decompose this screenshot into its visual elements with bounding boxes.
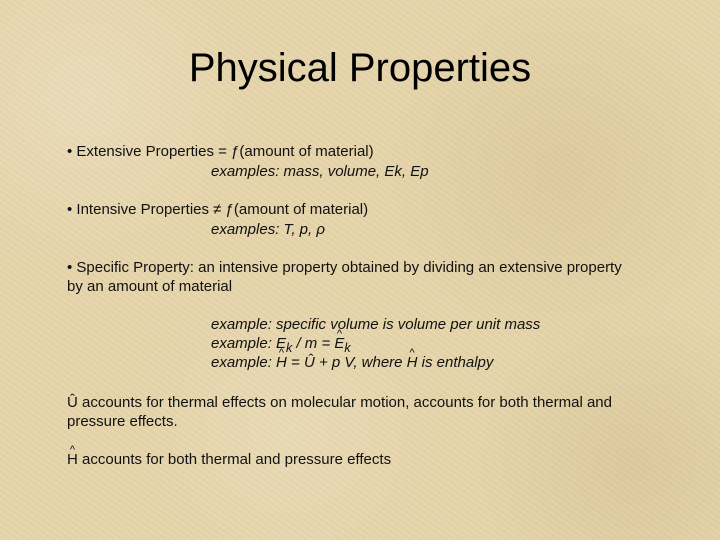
specific-property-line-2: by an amount of material: [67, 278, 233, 295]
example-enthalpy-middle: = Û + p V, where: [286, 354, 407, 371]
example-enthalpy-end: is enthalpy: [417, 354, 494, 371]
intensive-examples: examples: T, p, ρ: [211, 221, 325, 238]
example-enthalpy-prefix: example:: [211, 354, 277, 371]
extensive-examples: examples: mass, volume, Ek, Ep: [211, 163, 429, 180]
example-energy-subscript: k: [286, 341, 293, 355]
example-energy-hat-symbol: ^ E: [334, 334, 344, 353]
slide-title: Physical Properties: [188, 46, 532, 90]
example-energy-prefix: example: E: [211, 335, 287, 352]
specific-example-enthalpy: [211, 353, 493, 372]
example-enthalpy-h-symbol-2: ^ H: [407, 353, 418, 372]
intensive-properties-line: • Intensive Properties ≠ ƒ(amount of material): [67, 201, 369, 218]
extensive-properties-line: • Extensive Properties = ƒ(amount of material): [67, 143, 374, 160]
h-note-hat-symbol: ^ H: [67, 450, 78, 469]
specific-property-line-1: • Specific Property: an intensive property obtained by dividing an extensive property: [67, 259, 622, 276]
u-note-line-1: Û accounts for thermal effects on molecular motion, accounts for both thermal and: [67, 394, 612, 411]
u-note-line-2: pressure effects.: [67, 413, 178, 430]
example-enthalpy-h-symbol: ^ H: [276, 353, 287, 372]
example-energy-hat-subscript: k: [344, 341, 351, 355]
h-note-text: accounts for both thermal and pressure effects: [77, 451, 392, 468]
example-energy-middle: / m =: [292, 335, 335, 352]
specific-example-volume: example: specific volume is volume per unit mass: [211, 316, 541, 333]
h-note: [67, 450, 391, 469]
